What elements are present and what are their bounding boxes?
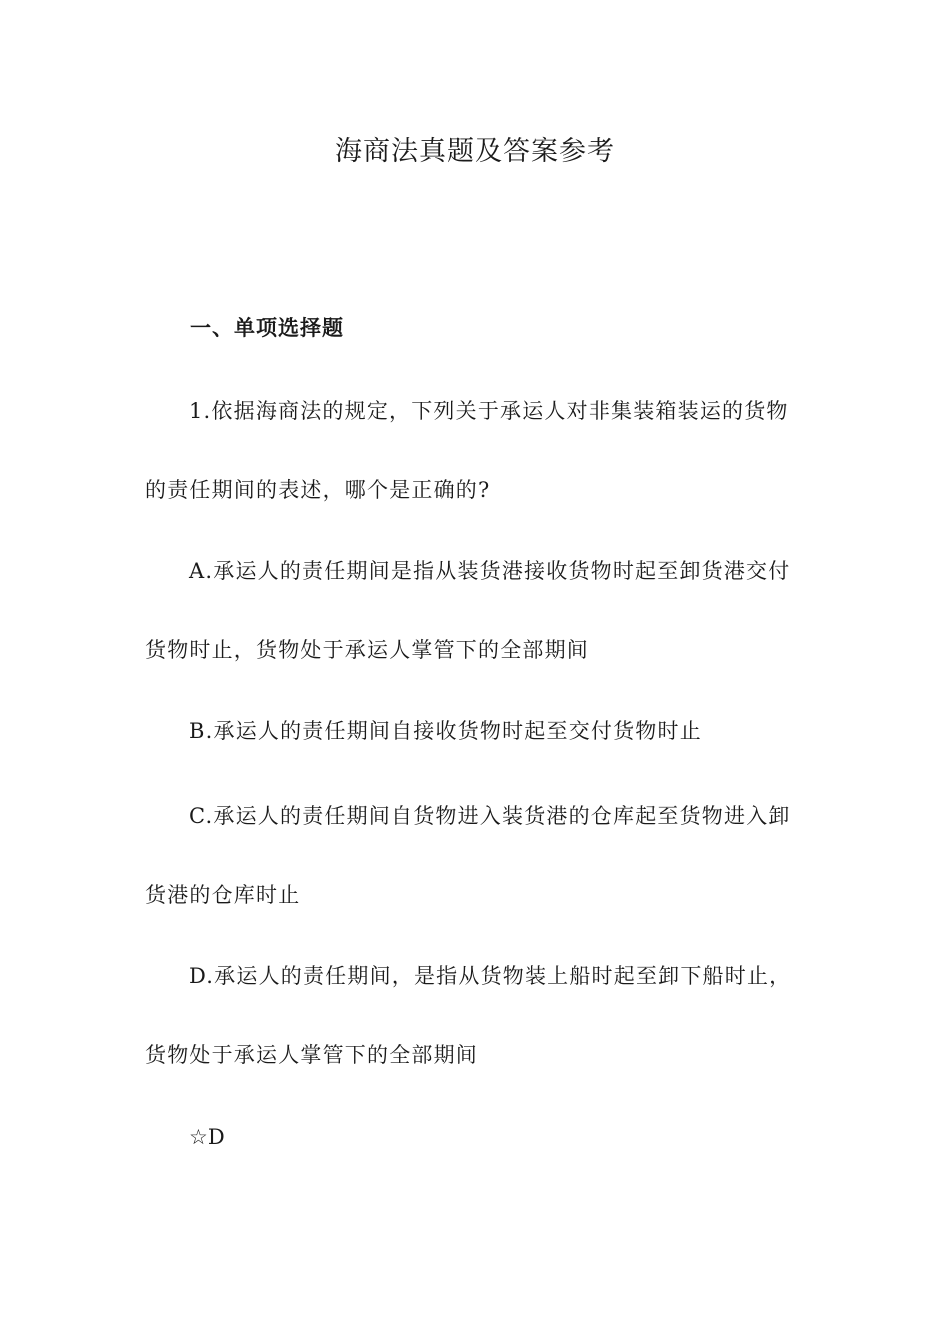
document-title: 海商法真题及答案参考 — [335, 136, 615, 167]
option-b: B.承运人的责任期间自接收货物时起至交付货物时止 — [189, 719, 702, 743]
answer-marker: ☆D — [189, 1125, 225, 1149]
question-1-stem: 1.依据海商法的规定，下列关于承运人对非集装箱装运的货物的责任期间的表述，哪个是正确的? — [145, 399, 789, 502]
option-d: D.承运人的责任期间，是指从货物装上船时起至卸下船时止，货物处于承运人掌管下的全部期间 — [145, 964, 792, 1067]
option-c: C.承运人的责任期间自货物进入装货港的仓库起至货物进入卸货港的仓库时止 — [145, 804, 791, 907]
section-heading: 一、单项选择题 — [190, 316, 344, 340]
option-a: A.承运人的责任期间是指从装货港接收货物时起至卸货港交付货物时止，货物处于承运人掌管下的全部期间 — [145, 559, 791, 662]
